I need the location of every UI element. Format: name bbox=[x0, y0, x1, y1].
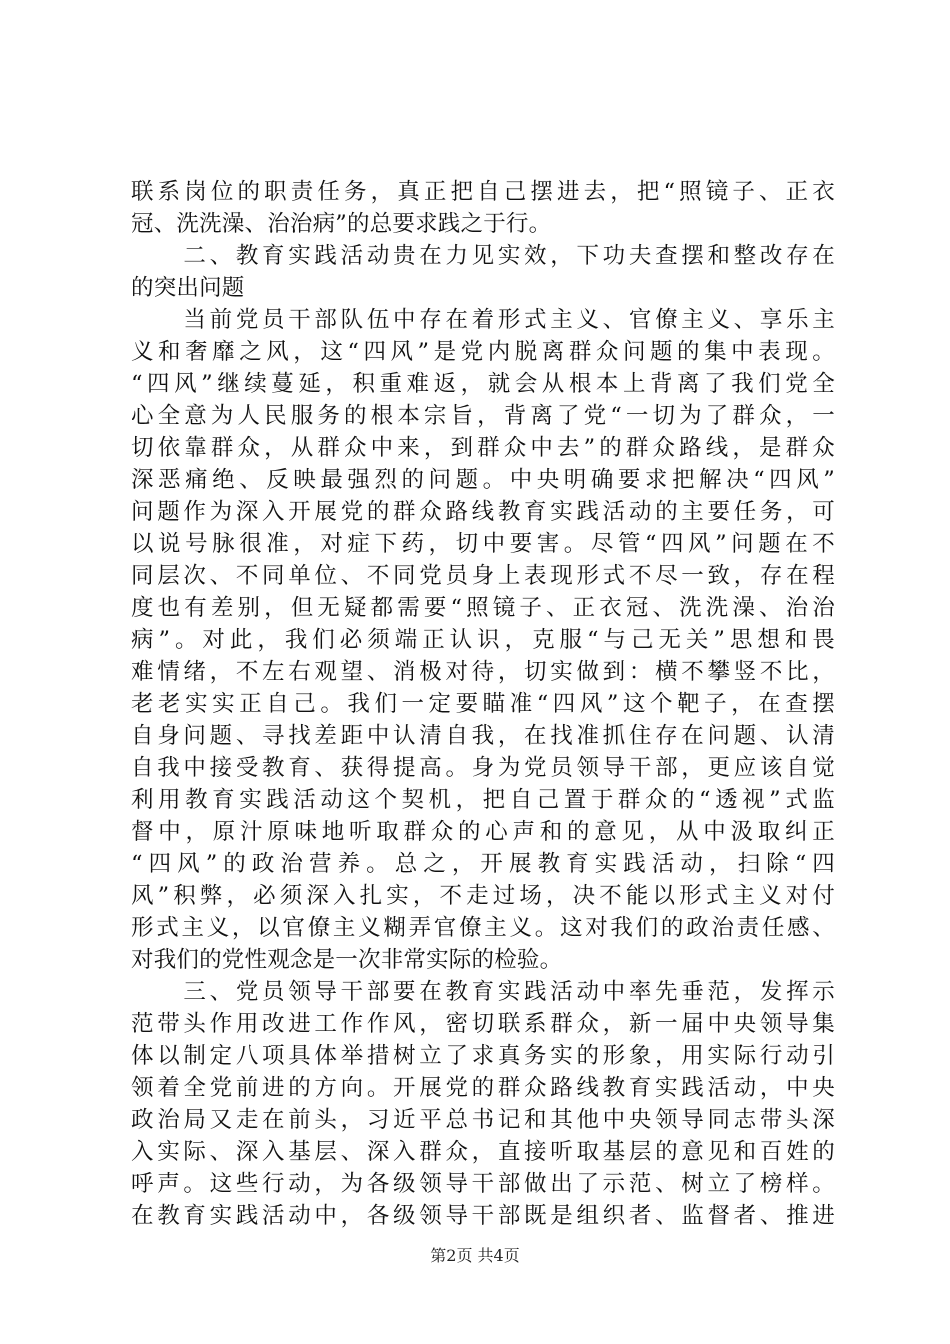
text-line: 老老实实正自己。我们一定要瞄准“四风”这个靶子，在查摆 bbox=[131, 691, 835, 717]
text-line: 以说号脉很准，对症下药，切中要害。尽管“四风”问题在不 bbox=[131, 531, 835, 557]
text-line: 风”积弊，必须深入扎实，不走过场，决不能以形式主义对付 bbox=[131, 883, 835, 909]
text-line: 二、教育实践活动贵在力见实效，下功夫查摆和整改存在 bbox=[131, 243, 835, 269]
text-line: 病”。对此，我们必须端正认识，克服“与己无关”思想和畏 bbox=[131, 627, 835, 653]
text-line: 联系岗位的职责任务，真正把自己摆进去，把“照镜子、正衣 bbox=[131, 179, 835, 205]
text-line: “四风”的政治营养。总之，开展教育实践活动，扫除“四 bbox=[131, 851, 835, 877]
text-line: 政治局又走在前头，习近平总书记和其他中央领导同志带头深 bbox=[131, 1107, 835, 1133]
text-line: 度也有差别，但无疑都需要“照镜子、正衣冠、洗洗澡、治治 bbox=[131, 595, 835, 621]
text-line: 三、党员领导干部要在教育实践活动中率先垂范，发挥示 bbox=[131, 979, 835, 1005]
body-text bbox=[131, 176, 835, 1232]
text-line: 深恶痛绝、反映最强烈的问题。中央明确要求把解决“四风” bbox=[131, 467, 835, 493]
text-line: 的突出问题 bbox=[131, 275, 245, 301]
text-line: 在教育实践活动中，各级领导干部既是组织者、监督者、推进 bbox=[131, 1203, 835, 1229]
text-line: 范带头作用改进工作作风，密切联系群众，新一届中央领导集 bbox=[131, 1011, 835, 1037]
text-line: 难情绪，不左右观望、消极对待，切实做到：横不攀竖不比， bbox=[131, 659, 835, 685]
text-line: 利用教育实践活动这个契机，把自己置于群众的“透视”式监 bbox=[131, 787, 835, 813]
text-line: “四风”继续蔓延，积重难返，就会从根本上背离了我们党全 bbox=[131, 371, 835, 397]
text-line: 当前党员干部队伍中存在着形式主义、官僚主义、享乐主 bbox=[131, 307, 835, 333]
text-line: 形式主义，以官僚主义糊弄官僚主义。这对我们的政治责任感、 bbox=[131, 915, 835, 941]
page-footer: 第2页 共4页 bbox=[430, 1246, 520, 1265]
text-line: 自我中接受教育、获得提高。身为党员领导干部，更应该自觉 bbox=[131, 755, 835, 781]
text-line: 入实际、深入基层、深入群众，直接听取基层的意见和百姓的 bbox=[131, 1139, 835, 1165]
text-line: 冠、洗洗澡、治治病”的总要求践之于行。 bbox=[131, 211, 552, 237]
text-line: 心全意为人民服务的根本宗旨，背离了党“一切为了群众，一 bbox=[131, 403, 835, 429]
text-line: 领着全党前进的方向。开展党的群众路线教育实践活动，中央 bbox=[131, 1075, 835, 1101]
text-line: 体以制定八项具体举措树立了求真务实的形象，用实际行动引 bbox=[131, 1043, 835, 1069]
text-line: 对我们的党性观念是一次非常实际的检验。 bbox=[131, 947, 563, 973]
text-line: 自身问题、寻找差距中认清自我，在找准抓住存在问题、认清 bbox=[131, 723, 835, 749]
text-line: 义和奢靡之风，这“四风”是党内脱离群众问题的集中表现。 bbox=[131, 339, 835, 365]
text-line: 问题作为深入开展党的群众路线教育实践活动的主要任务，可 bbox=[131, 499, 835, 525]
text-line: 切依靠群众，从群众中来，到群众中去”的群众路线，是群众 bbox=[131, 435, 835, 461]
text-line: 同层次、不同单位、不同党员身上表现形式不尽一致，存在程 bbox=[131, 563, 835, 589]
text-line: 呼声。这些行动，为各级领导干部做出了示范、树立了榜样。 bbox=[131, 1171, 835, 1197]
text-line: 督中，原汁原味地听取群众的心声和的意见，从中汲取纠正 bbox=[131, 819, 835, 845]
